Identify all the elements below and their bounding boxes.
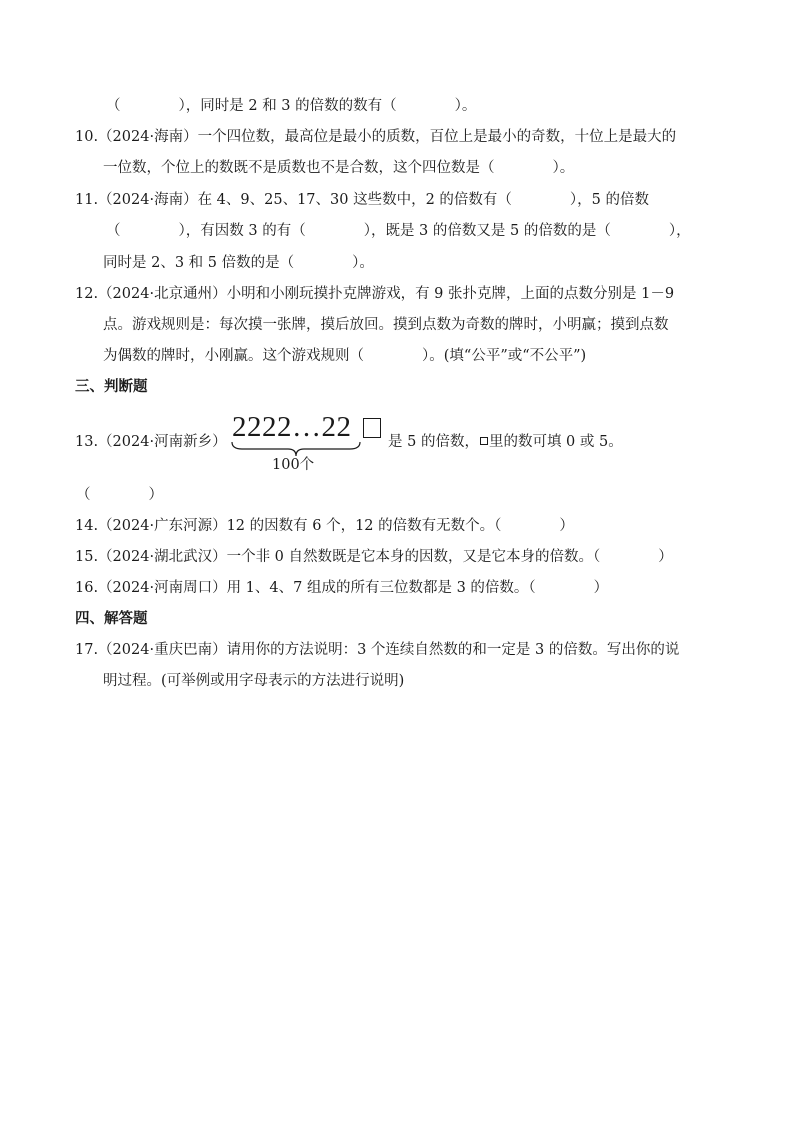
- underbrace-label: 100个: [272, 457, 315, 473]
- question-11-line-2: （ ），有因数 3 的有（ ），既是 3 的倍数又是 5 的倍数的是（ ），: [106, 223, 691, 239]
- question-15: 15.（2024·湖北武汉）一个非 0 自然数既是它本身的因数，又是它本身的倍数。（ ）: [75, 549, 673, 565]
- question-11-line-1: 11.（2024·海南）在 4、9、25、17、30 这些数中，2 的倍数有（ ），5 的倍数: [75, 192, 650, 208]
- blank-digit-box: [363, 418, 381, 438]
- question-10-line-2: 一位数，个位上的数既不是质数也不是合数，这个四位数是（ ）。: [103, 160, 575, 176]
- question-9-continuation: （ ），同时是 2 和 3 的倍数的数有（ ）。: [106, 98, 477, 114]
- question-13-statement-a: 是 5 的倍数，: [388, 434, 479, 450]
- question-14: 14.（2024·广东河源）12 的因数有 6 个，12 的倍数有无数个。（ ）: [75, 518, 574, 534]
- small-blank-box: [480, 437, 488, 445]
- question-13-prefix: 13.（2024·河南新乡）: [75, 434, 227, 450]
- repeated-digit-expression: [230, 410, 390, 476]
- section-4-heading: 四、解答题: [75, 610, 148, 627]
- section-3-heading: 三、判断题: [75, 378, 148, 395]
- question-17-line-2: 明过程。(可举例或用字母表示的方法进行说明): [103, 673, 405, 689]
- question-12-line-3: 为偶数的牌时，小刚赢。这个游戏规则（ ）。(填“公平”或“不公平”): [103, 348, 587, 364]
- question-16: 16.（2024·河南周口）用 1、4、7 组成的所有三位数都是 3 的倍数。（ ）: [75, 580, 609, 596]
- question-17-line-1: 17.（2024·重庆巴南）请用你的方法说明：3 个连续自然数的和一定是 3 的倍数。写出你的说: [75, 642, 680, 658]
- question-13-answer-paren: （ ）: [76, 487, 163, 503]
- question-12-line-1: 12.（2024·北京通州）小明和小刚玩摸扑克牌游戏，有 9 张扑克牌，上面的点数分别是 1－9: [75, 286, 675, 302]
- repeated-digit-number: 2222…22: [232, 411, 352, 443]
- question-10-line-1: 10.（2024·海南）一个四位数，最高位是最小的质数，百位上是最小的奇数，十位上是最大的: [75, 129, 677, 145]
- question-12-line-2: 点。游戏规则是：每次摸一张牌，摸后放回。摸到点数为奇数的牌时，小明赢；摸到点数: [103, 317, 669, 333]
- question-11-line-3: 同时是 2、3 和 5 倍数的是（ ）。: [103, 255, 374, 271]
- question-13-statement: [388, 432, 623, 452]
- question-13-statement-b: 里的数可填 0 或 5。: [488, 434, 623, 450]
